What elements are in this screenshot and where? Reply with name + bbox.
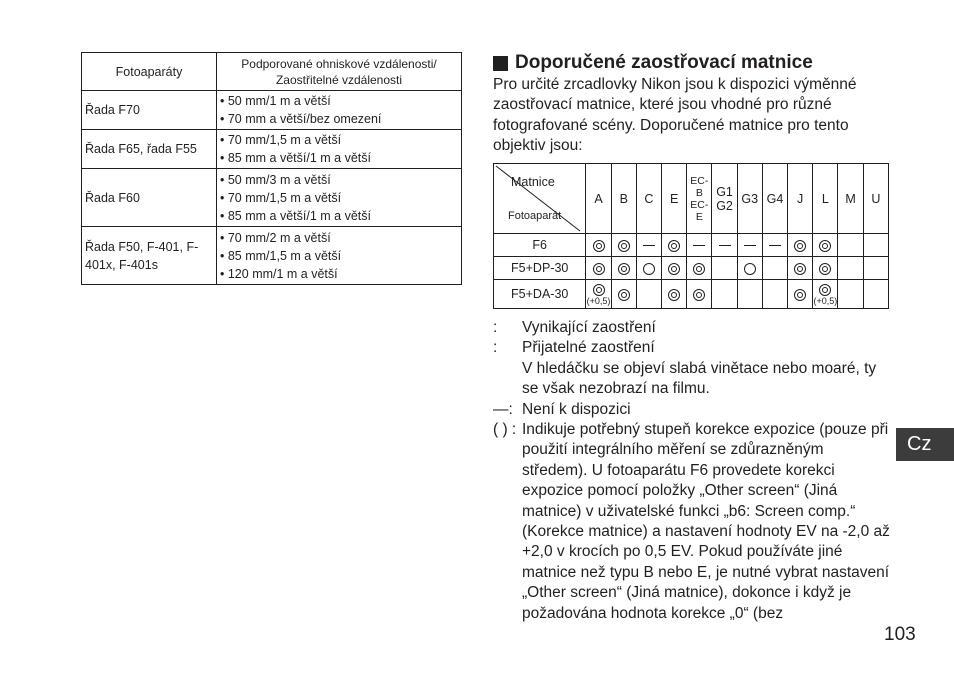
table-row: [82, 169, 462, 227]
screen-column-header: A: [586, 164, 611, 234]
legend-text: Vynikající zaostření: [522, 319, 656, 336]
focusing-screen-table: [493, 163, 889, 309]
screen-cell: [586, 234, 611, 257]
camera-name: Řada F70: [82, 91, 217, 130]
language-tab: Cz: [896, 428, 954, 461]
excellent-focus-icon: [794, 289, 806, 301]
not-available-icon: [769, 245, 781, 246]
excellent-focus-icon: [618, 240, 630, 252]
legend-item: [493, 359, 893, 400]
excellent-focus-icon: [593, 240, 605, 252]
screen-cell: [838, 234, 863, 257]
focal-item: • 85 mm a větší/1 m a větší: [220, 149, 458, 167]
excellent-focus-icon: [593, 284, 605, 296]
section-heading: [493, 51, 813, 75]
table-row: [82, 227, 462, 285]
screen-cell: [662, 280, 687, 309]
screen-cell: [838, 280, 863, 309]
screen-column-header: G3: [737, 164, 762, 234]
screen-cell: [863, 234, 888, 257]
screen-cell: [687, 257, 712, 280]
table-row: [494, 280, 889, 309]
excellent-focus-icon: [618, 289, 630, 301]
screen-cell: [813, 234, 838, 257]
screen-cell: [636, 280, 661, 309]
table-row: [82, 91, 462, 130]
screen-cell: [737, 234, 762, 257]
screen-cell: [788, 280, 813, 309]
legend-text: Není k dispozici: [522, 400, 631, 418]
focal-item: • 70 mm/1,5 m a větší: [220, 131, 458, 149]
screen-cell: [712, 280, 737, 309]
excellent-focus-icon: [668, 240, 680, 252]
acceptable-focus-icon: [744, 263, 756, 275]
section-intro: Pro určité zrcadlovky Nikon jsou k dispozici výměnné zaostřovací matnice, které jsou vhodné pro různé fotografované scény. Doporučené matnice pro tento objektiv jsou:: [493, 76, 857, 155]
screen-column-header: B: [611, 164, 636, 234]
screen-cell: [788, 257, 813, 280]
camera-name: Řada F50, F-401, F-401x, F-401s: [82, 227, 217, 285]
excellent-focus-icon: [819, 240, 831, 252]
legend-key: :: [493, 339, 498, 357]
legend-key: :: [493, 319, 498, 336]
screen-cell: [762, 257, 787, 280]
screen-column-header: M: [838, 164, 863, 234]
screen-column-header: J: [788, 164, 813, 234]
screen-cell: [863, 280, 888, 309]
excellent-focus-icon: [618, 263, 630, 275]
legend-item: [493, 420, 893, 624]
screen-cell: [737, 257, 762, 280]
focal-item: • 85 mm/1,5 m a větší: [220, 247, 458, 265]
screen-cell: [687, 280, 712, 309]
screen-cell: [813, 257, 838, 280]
screen-column-header: EC-B EC-E: [687, 164, 712, 234]
camera-compatibility-table: [81, 52, 462, 285]
header-camera: Fotoaparáty: [82, 53, 217, 91]
screen-column-header: G4: [762, 164, 787, 234]
screen-column-header: C: [636, 164, 661, 234]
camera-name: Řada F60: [82, 169, 217, 227]
screen-cell: [838, 257, 863, 280]
heading-square-icon: [493, 56, 508, 71]
table-row: [494, 234, 889, 257]
focal-item: • 70 mm/1,5 m a větší: [220, 189, 458, 207]
table-corner-cell: [494, 164, 586, 234]
legend-key: —:: [493, 400, 513, 418]
legend: [493, 318, 893, 624]
acceptable-focus-icon: [643, 263, 655, 275]
screen-cell: [788, 234, 813, 257]
legend-text: Přijatelné zaostření: [522, 339, 655, 357]
screen-column-header: U: [863, 164, 888, 234]
camera-name: F5+DA-30: [494, 280, 586, 309]
screen-cell: [636, 257, 661, 280]
excellent-focus-icon: [668, 289, 680, 301]
legend-text: Indikuje potřebný stupeň korekce expozice (pouze při použití integrálního měření se zdůrazněným středem). U fotoaparátu F6 provedete korekci expozice pomocí položky „Other screen“ (Jiná matnice) v uživatelské funkci „b6: Screen comp.“ (Korekce matnice) a nastavení hodnoty EV na -2,0 až +2,0 v krocích po 0,5 EV. Pokud používáte jiné matnice než typu B nebo E, je nutné vybrat nastavení „Other screen“ (Jiná matnice), dokonce i když je požadována hodnota korekce „0“ (bez: [522, 421, 890, 622]
excellent-focus-icon: [794, 263, 806, 275]
legend-key: [493, 359, 522, 400]
focal-list: [217, 169, 462, 227]
screen-cell: [737, 280, 762, 309]
focal-list: [217, 227, 462, 285]
table-row: [82, 130, 462, 169]
screen-cell: [611, 280, 636, 309]
excellent-focus-icon: [668, 263, 680, 275]
screen-cell: [586, 280, 611, 309]
camera-name: F5+DP-30: [494, 257, 586, 280]
page-number: 103: [884, 624, 916, 645]
screen-cell: [863, 257, 888, 280]
screen-cell: [662, 234, 687, 257]
excellent-focus-icon: [693, 289, 705, 301]
screen-cell: [712, 234, 737, 257]
focal-item: • 120 mm/1 m a větší: [220, 265, 458, 283]
focal-item: • 50 mm/3 m a větší: [220, 171, 458, 189]
screen-cell: [636, 234, 661, 257]
focal-item: • 50 mm/1 m a větší: [220, 92, 458, 110]
focal-item: • 70 mm/2 m a větší: [220, 229, 458, 247]
excellent-focus-icon: [794, 240, 806, 252]
screen-column-header: L: [813, 164, 838, 234]
not-available-icon: [693, 245, 705, 246]
corner-label-screens: Matnice: [511, 175, 555, 189]
screen-cell: [762, 280, 787, 309]
screen-cell: [662, 257, 687, 280]
legend-key: ( ) :: [493, 421, 517, 439]
screen-cell: [687, 234, 712, 257]
excellent-focus-icon: [819, 284, 831, 296]
legend-item: [493, 338, 893, 358]
screen-cell: [611, 234, 636, 257]
table-row: [494, 257, 889, 280]
screen-cell: [712, 257, 737, 280]
camera-name: Řada F65, řada F55: [82, 130, 217, 169]
corner-label-cameras: Fotoaparát: [508, 210, 562, 222]
legend-item: [493, 318, 893, 338]
focal-list: [217, 130, 462, 169]
excellent-focus-icon: [593, 263, 605, 275]
legend-item: [493, 400, 893, 420]
exposure-adjustment: (+0,5): [813, 296, 838, 306]
not-available-icon: [719, 245, 731, 246]
screen-cell: [813, 280, 838, 309]
focal-item: • 70 mm a větší/bez omezení: [220, 110, 458, 128]
legend-text: V hledáčku se objeví slabá vinětace nebo moaré, ty se však nezobrazí na filmu.: [522, 359, 877, 398]
excellent-focus-icon: [693, 263, 705, 275]
section-title: Doporučené zaostřovací matnice: [515, 52, 813, 73]
header-focal: Podporované ohniskové vzdálenosti/ Zaostřitelné vzdálenosti: [217, 53, 462, 91]
screen-cell: [611, 257, 636, 280]
screen-column-header: E: [662, 164, 687, 234]
focal-item: • 85 mm a větší/1 m a větší: [220, 207, 458, 225]
screen-column-header: G1 G2: [712, 164, 737, 234]
camera-name: F6: [494, 234, 586, 257]
not-available-icon: [643, 245, 655, 246]
not-available-icon: [744, 245, 756, 246]
focal-list: [217, 91, 462, 130]
excellent-focus-icon: [819, 263, 831, 275]
screen-cell: [762, 234, 787, 257]
screen-cell: [586, 257, 611, 280]
exposure-adjustment: (+0,5): [586, 296, 611, 306]
